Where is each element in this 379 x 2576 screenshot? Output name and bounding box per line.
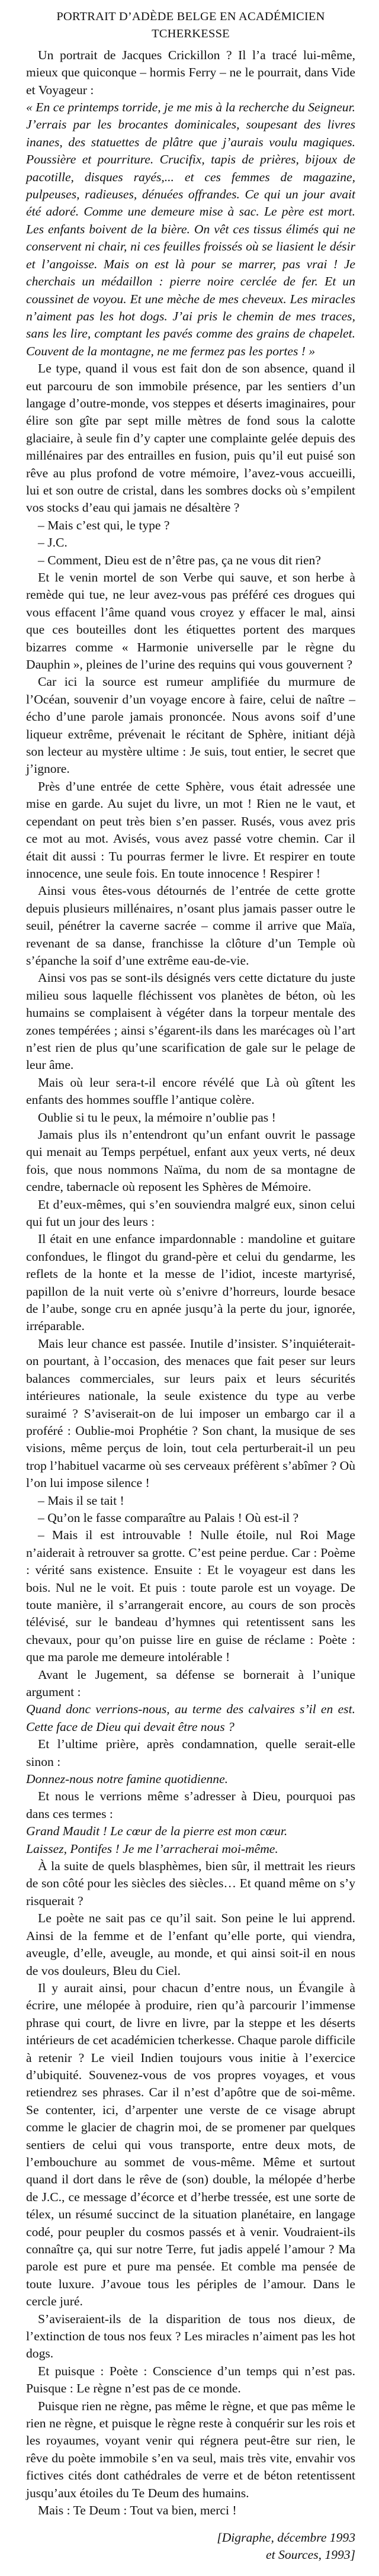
paragraph: Il était en une enfance impardonnable : mandoline et guitare confondues, le flingot du grand-père et celui du gendarme, les reflets de la honte et la messe de l’idiot, inceste martyrisé, papillon de la nuit verte où s’enivre d’horreurs, lourde besace de l’aube, songe cru en apnée jusqu’à la perte du jour, ignorée, irréparable. xyxy=(26,1232,355,1334)
paragraph: – Mais il se tait ! xyxy=(38,1493,124,1508)
paragraph: Mais où leur sera-t-il encore révélé que Là où gîtent les enfants des hommes souffle l’antique colère. xyxy=(26,1075,355,1107)
paragraph: Oublie si tu le peux, la mémoire n’oublie pas ! xyxy=(38,1110,276,1125)
paragraph: Un portrait de Jacques Crickillon ? Il l’a tracé lui-même, mieux que quiconque – hormis Ferry – ne le pourrait, dans Vide et Voyageur : xyxy=(26,47,355,97)
paragraph: Et nous le verrions même s’adresser à Dieu, pourquoi pas dans ces termes : xyxy=(26,1789,355,1821)
paragraph: Quand donc verrions-nous, au terme des calvaires s’il en est. Cette face de Dieu qui devait être nous ? xyxy=(26,1702,355,1734)
paragraph: Et d’eux-mêmes, qui s’en souviendra malgré eux, sinon celui qui fut un jour des leurs : xyxy=(26,1197,355,1229)
paragraph: Il y aurait ainsi, pour chacun d’entre nous, un Évangile à écrire, une mélopée à produire, rien qu’à parcourir l’immense phrase qui court, de livre en livre, par la steppe et les déserts intérieurs de cet académicien tcherkesse. Chaque parole difficile à retenir ? Le vieil Indien toujours vous initie à l’exercice d’ubiquité. Souvenez-vous de vos propres voyages, et vous retiendrez ses phrases. Car il n’est d’apôtre que de soi-même. Se contenter, ici, d’arpenter une verste de ce visage abrupt comme le glacier de chagrin moi, de se promener par quelques sentiers de celui qui vous transporte, entre deux mots, de l’embouchure au sommet de vous-même. Même et surtout quand il dort dans le rêve de (son) double, la mélopée d’herbe de J.C., ce message d’écorce et d’herbe tressée, est une sorte de télex, un résumé succinct de la situation planétaire, en langage codé, pour peupler du cosmos passés et à venir. Voudraient-ils connaître ça, qui sur notre Terre, fut jadis appelé l’amour ? Ma parole est pure et pure ma pensée. Et comble ma pensée de toute luxure. J’avoue tous les périples de l’amour. Dans le cercle juré. xyxy=(26,1980,355,2309)
paragraph: – J.C. xyxy=(38,535,68,550)
paragraph: – Mais il est introuvable ! Nulle étoile, nul Roi Mage n’aiderait à retrouver sa grotte. C’est peine perdue. Car : Poème : vérité sans existence. Ensuite : Et le voyageur est dans les bois. Nul ne le voit. Et puis : toute parole est un voyage. De toute manière, il s’arrangerait encore, au cours de son procès télévisé, sur le bandeau d’hymnes qui retentissent sans les chevaux, pour qu’on puisse lire en guise de réclame : Poète : que ma parole me demeure intolérable ! xyxy=(26,1528,355,1665)
page-title: PORTRAIT D’ADÈDE BELGE EN ACADÉMICIEN TCHERKESSE xyxy=(56,10,325,41)
signature-source: Sources xyxy=(278,2547,319,2562)
signature-date1: décembre 1993 xyxy=(277,2530,355,2545)
signature: [Digraphe, décembre 1993 et Sources, 1993] xyxy=(217,2530,355,2562)
paragraph: Le poète ne sait pas ce qu’il sait. Son peine le lui apprend. Ainsi de la femme et de l’enfant qu’elle porte, qui viendra, aveugle, d’elle, aveugle, au monde, et qui ainsi soit-il en nous de vos douleurs, Bleu du Ciel. xyxy=(26,1911,355,1978)
paragraph: – Mais c’est qui, le type ? xyxy=(38,518,170,532)
paragraph: À la suite de quels blasphèmes, bien sûr, il mettrait les rieurs de son côté pour les siècles des siècles… Et quand même on s’y risquerait ? xyxy=(26,1859,355,1908)
paragraph: Le type, quand il vous est fait don de son absence, quand il eut parcouru de son immobile présence, par les sentiers d’un langage d’outre-monde, vos steppes et déserts imaginaires, pour élire son gîte par sept mille mètres de fond sous la calotte glaciaire, à seule fin d’y capter une complainte gelée depuis des millénaires par des entrailles en fusion, puis qu’il eut puisé son rêve au plus profond de votre mémoire, l’avez-vous accueilli, lui et son outre de cristal, dans les sombres docks où s’empilent vos stocks d’eau qui jamais ne désaltère ? xyxy=(26,361,355,515)
paragraph: Grand Maudit ! Le cœur de la pierre est mon cœur. xyxy=(26,1824,288,1839)
paragraph: Donnez-nous notre famine quotidienne. xyxy=(26,1772,229,1787)
paragraph: – Comment, Dieu est de n’être pas, ça ne vous dit rien? xyxy=(38,553,321,567)
paragraph: « En ce printemps torride, je me mis à la recherche du Seigneur. J’errais par les brocantes dominicales, soupesant des livres inanes, des statuettes de plâtre que j’aurais voulu magiques. Poussière et pourriture. Crucifix, tapis de prières, bijoux de pacotille, disques rayés,... et ces femmes de magazine, pulpeuses, radieuses, dénuées offrandes. Ce qui un jour avait été adoré. Comme une demeure mise à sac. Le père est mort. Les enfants boivent de la bière. On vêt ces tissus élimés qui ne conservent ni chair, ni ces feuilles froissés où se liasient le désir et l’angoisse. Mais on est là pour se marrer, pas vrai ! Je cherchais un médaillon : pierre noire cerclée de fer. Et un coussinet de voyou. Et une mèche de mes cheveux. Les miracles n’aiment pas les hot dogs. J’ai pris le chemin de mes traces, sans les lire, comptant les pavés comme des grains de chapelet. Couvent de la montagne, ne me fermez pas les portes ! » xyxy=(26,100,355,358)
paragraph: Et le venin mortel de son Verbe qui sauve, et son herbe à remède qui tue, ne leur avez-vous pas préféré ces drogues qui vous effacent l’âme quand vous croyez y effacer le mal, ainsi que ces bouteilles dont les étiquettes portent des marques bizarres comme « Harmonie universelle par le règne du Dauphin », pleines de l’urine des requins qui vous gouvernent ? xyxy=(26,570,355,672)
paragraph: Ainsi vos pas se sont-ils désignés vers cette dictature du juste milieu sous laquelle fléchissent vos planètes de béton, où les humains se complaisent à végéter dans la torpeur mentale des zones tempérées ; ainsi s’égarent-ils dans les marécages où l’art n’est rien de plus qu’une scarification de gale sur le pelage de leur âme. xyxy=(26,971,355,1072)
document-body xyxy=(26,47,355,2520)
signature-name: Digraphe xyxy=(221,2530,271,2545)
paragraph: Puisque rien ne règne, pas même le règne, et que pas même le rien ne règne, et puisque le règne reste à conquérir sur les rois et les royaumes, voyant venir qui régnera peut-être sur rien, le rêve du poète immobile s’en va seul, mais très vite, envahir vos fictives cités dont cathédrales de verre et de béton retentissent jusqu’aux étoiles du Te Deum des humains. xyxy=(26,2398,355,2500)
paragraph: – Qu’on le fasse comparaître au Palais ! Où est-il ? xyxy=(38,1510,299,1525)
paragraph: Mais : Te Deum : Tout va bien, merci ! xyxy=(38,2503,237,2518)
paragraph: Laissez, Pontifes ! Je me l’arracherai moi-même. xyxy=(26,1841,278,1856)
signature-date2: 1993 xyxy=(325,2547,351,2562)
paragraph: Jamais plus ils n’entendront qu’un enfant ouvrit le passage qui menait au Temps perpétuel, enfant aux yeux verts, né deux fois, que nous nommons Naïma, du nom de sa montagne de cendre, tabernacle où reposent les Sphères de Mémoire. xyxy=(26,1128,355,1194)
paragraph: Près d’une entrée de cette Sphère, vous était adressée une mise en garde. Au sujet du livre, un mot ! Rien ne le vaut, et cependant on peut très bien s’en passer. Rusés, vous avez pris ce mot au mot. Avisés, vous avez passé votre chemin. Car il était dit aussi : Tu pourras fermer le livre. Et respirer en toute innocence, une seule fois. En toute innocence ! Respirer ! xyxy=(26,779,355,881)
paragraph: Et l’ultime prière, après condamnation, quelle serait-elle sinon : xyxy=(26,1737,355,1769)
paragraph: Mais leur chance est passée. Inutile d’insister. S’inquiéterait-on pourtant, à l’occasion, des menaces que fait peser sur leurs balances commerciales, sur leurs paix et leurs sécurités intérieures nationale, la seule existence du type au verbe suraimé ? S’aviserait-on de lui imposer un embargo car il a proféré : Oublie-moi Prophétie ? Son chant, la musique de ses visions, même perçus de loin, tout cela perturberait-il un peu trop l’habituel vacarme où ses cerveaux préfèrent s’abîmer ? Où l’on lui impose silence ! xyxy=(26,1336,355,1491)
paragraph: Et puisque : Poète : Conscience d’un temps qui n’est pas. Puisque : Le règne n’est pas de ce monde. xyxy=(26,2363,355,2396)
paragraph: Ainsi vous êtes-vous détournés de l’entrée de cette grotte depuis plusieurs millénaires, n’osant plus jamais passer outre le seuil, pénétrer la caverne sacrée – comme il arrive que Maïa, revenant de sa danse, franchisse la clôture d’un Temple où s’épanche la soif d’une extrême eau-de-vie. xyxy=(26,884,355,968)
paragraph: S’aviseraient-ils de la disparition de tous nos dieux, de l’extinction de tous nos feux ? Les miracles n’aiment pas les hot dogs. xyxy=(26,2311,355,2361)
paragraph: Avant le Jugement, sa défense se bornerait à l’unique argument : xyxy=(26,1667,355,1699)
paragraph: Car ici la source est rumeur amplifiée du murmure de l’Océan, souvenir d’un voyage encore à faire, celui de naître – écho d’une parole jamais prononcée. Nous avons soif d’une liqueur extrême, prévenait le récitant de Sphère, initiant déjà son lecteur au mystère ultime : Je suis, tout entier, le secret que j’ignore. xyxy=(26,674,355,776)
